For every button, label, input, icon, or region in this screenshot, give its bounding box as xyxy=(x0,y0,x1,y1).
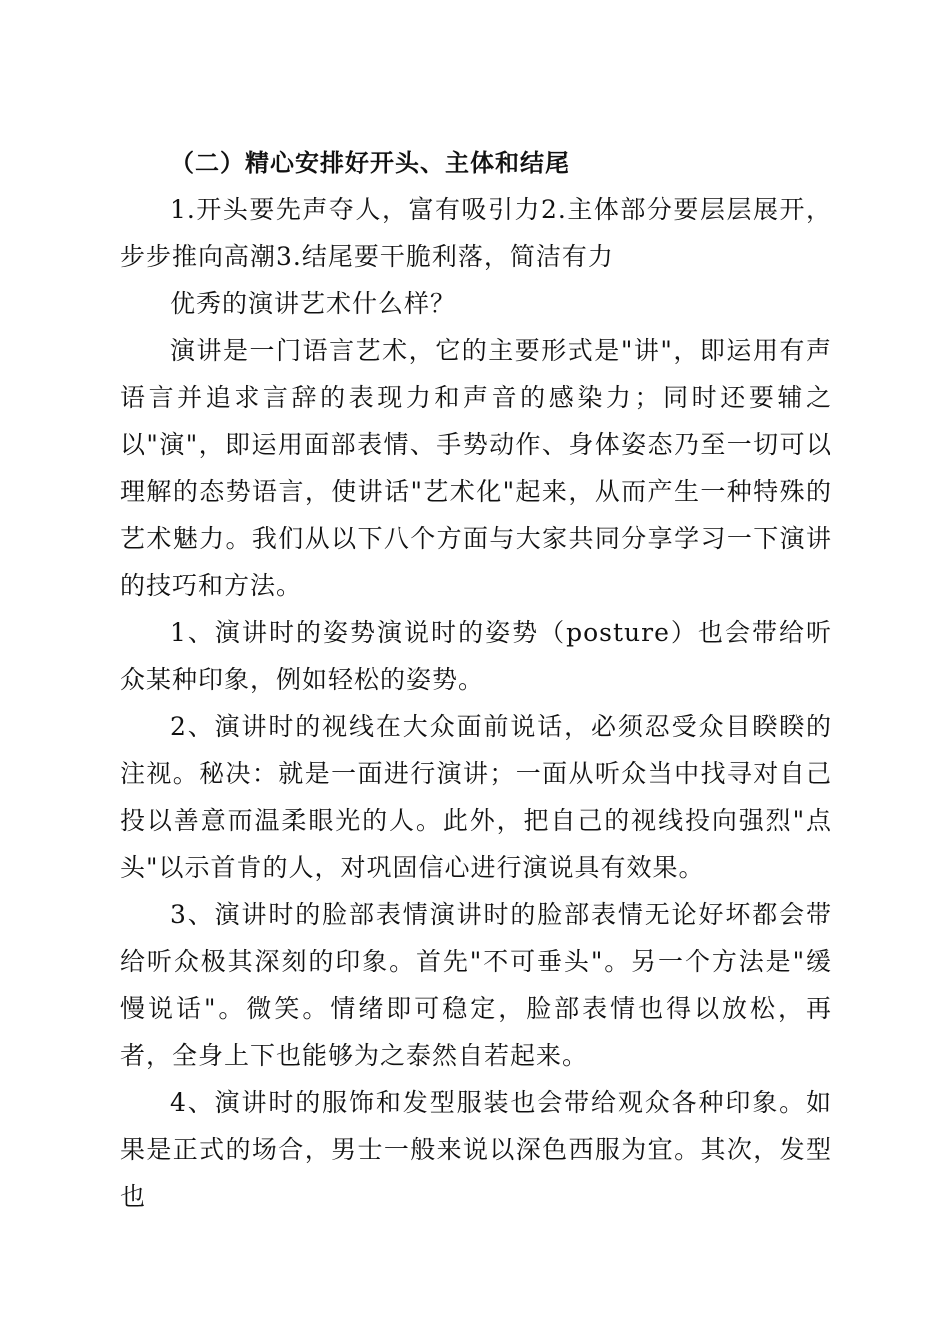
document-body xyxy=(120,144,832,1220)
paragraph-gaze: 2、演讲时的视线在大众面前说话，必须忍受众目睽睽的注视。秘决：就是一面进行演讲；一面从听众当中找寻对自己投以善意而温柔眼光的人。此外，把自己的视线投向强烈"点头"以示首肯的人，对巩固信心进行演说具有效果。 xyxy=(120,712,832,882)
section-heading: （二）精心安排好开头、主体和结尾 xyxy=(170,148,570,177)
paragraph-attire: 4、演讲时的服饰和发型服装也会带给观众各种印象。如果是正式的场合，男士一般来说以深色西服为宜。其次，发型也 xyxy=(120,1088,832,1211)
paragraph-posture: 1、演讲时的姿势演说时的姿势（posture）也会带给听众某种印象，例如轻松的姿势。 xyxy=(120,618,832,694)
paragraph-facial-expression: 3、演讲时的脸部表情演讲时的脸部表情无论好坏都会带给听众极其深刻的印象。首先"不可垂头"。另一个方法是"缓慢说话"。微笑。情绪即可稳定，脸部表情也得以放松，再者，全身上下也能够为之泰然自若起来。 xyxy=(120,900,832,1070)
paragraph-structure-tips: 1.开头要先声夺人，富有吸引力2.主体部分要层层展开，步步推向高潮3.结尾要干脆利落，简洁有力 xyxy=(120,195,832,271)
paragraph-intro: 演讲是一门语言艺术，它的主要形式是"讲"，即运用有声语言并追求言辞的表现力和声音的感染力；同时还要辅之以"演"，即运用面部表情、手势动作、身体姿态乃至一切可以理解的态势语言，使讲话"艺术化"起来，从而产生一种特殊的艺术魅力。我们从以下八个方面与大家共同分享学习一下演讲的技巧和方法。 xyxy=(120,336,832,600)
paragraph-question: 优秀的演讲艺术什么样？ xyxy=(170,289,457,318)
